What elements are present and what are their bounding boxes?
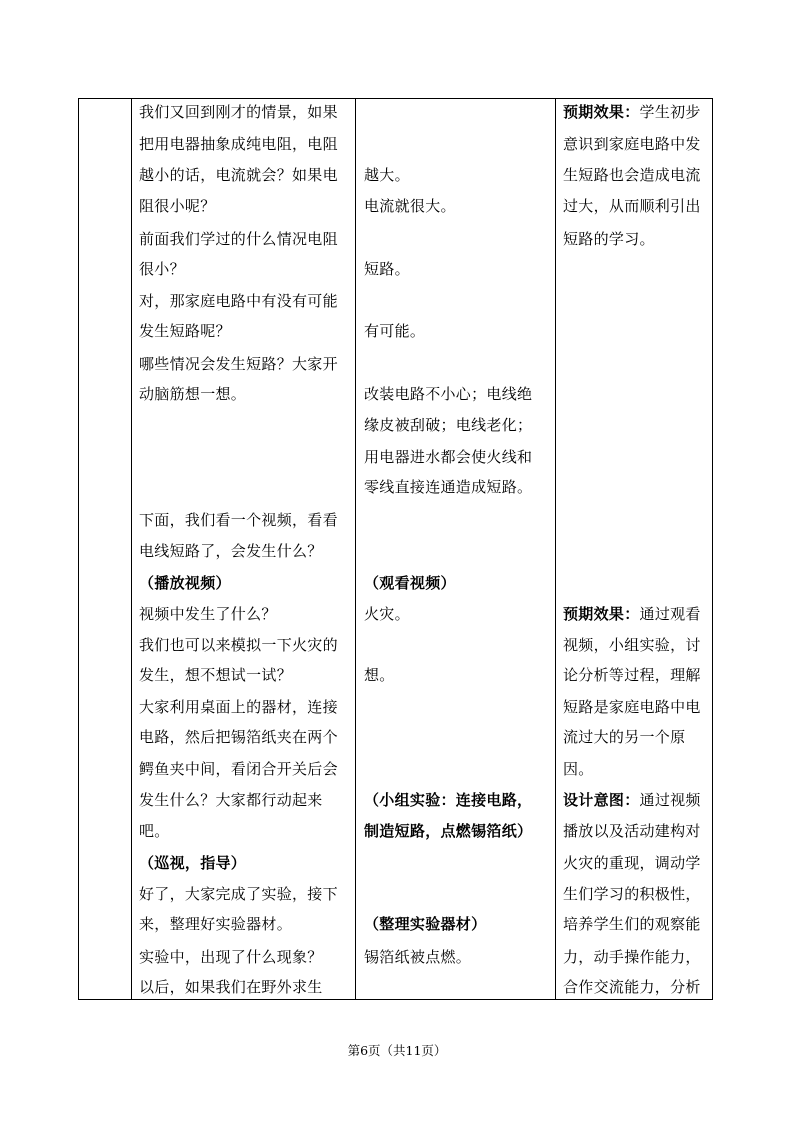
design-note-line — [563, 727, 685, 747]
note-text: 通过视频 — [639, 791, 701, 809]
teacher-line: 发生什么？大家都行动起来 — [139, 791, 323, 809]
note-label: 预期效果： — [563, 103, 640, 121]
teacher-line: （巡视，指导） — [139, 854, 247, 872]
note-text: 短路的学习。 — [563, 230, 655, 248]
design-note-line — [563, 665, 701, 685]
student-line: 越大。 — [364, 166, 410, 184]
design-note-line — [563, 759, 594, 779]
teacher-line: 我们又回到刚才的情景，如果 — [139, 103, 338, 121]
column-divider — [131, 99, 132, 999]
design-note-line — [563, 102, 701, 122]
teacher-line: 视频中发生了什么？ — [139, 605, 277, 623]
note-text: 通过观看 — [639, 605, 701, 623]
teacher-line: 下面，我们看一个视频，看看 — [139, 511, 338, 529]
student-line: 电流就很大。 — [364, 197, 456, 215]
student-line: （小组实验：连接电路， — [364, 791, 533, 809]
student-line: 火灾。 — [364, 605, 410, 623]
design-note-line — [563, 134, 701, 154]
teacher-line: 来，整理好实验器材。 — [139, 915, 293, 933]
teacher-line: 很小？ — [139, 260, 185, 278]
design-note-line — [563, 884, 701, 904]
student-line: （观看视频） — [364, 574, 456, 592]
note-text: 流过大的另一个原 — [563, 728, 686, 746]
column-divider — [355, 99, 356, 999]
student-line: （整理实验器材） — [364, 915, 487, 933]
note-label: 设计意图： — [563, 791, 640, 809]
student-line: 缘皮被刮破；电线老化； — [364, 416, 533, 434]
teacher-line: 好了，大家完成了实验，接下 — [139, 885, 338, 903]
student-line: 锡箔纸被点燃。 — [364, 948, 472, 966]
design-note-line — [563, 947, 701, 967]
student-line: 制造短路，点燃锡箔纸） — [364, 822, 533, 840]
teacher-line: 动脑筋想一想。 — [139, 385, 247, 403]
design-note-line — [563, 165, 701, 185]
note-text: 合作交流能力，分析 — [563, 978, 701, 996]
teacher-line: 电线短路了，会发生什么？ — [139, 542, 323, 560]
note-text: 过大，从而顺利引出 — [563, 197, 701, 215]
design-note-line — [563, 821, 701, 841]
note-text: 力，动手操作能力， — [563, 948, 701, 966]
teacher-line: 前面我们学过的什么情况电阻 — [139, 230, 338, 248]
student-line: 想。 — [364, 666, 395, 684]
note-text: 视频，小组实验，讨 — [563, 636, 701, 654]
student-line: 零线直接连通造成短路。 — [364, 478, 533, 496]
teacher-line: 越小的话，电流就会？如果电 — [139, 166, 338, 184]
teacher-line: 把用电器抽象成纯电阻，电阻 — [139, 135, 338, 153]
note-text: 因。 — [563, 760, 594, 778]
teacher-line: 鳄鱼夹中间，看闭合开关后会 — [139, 760, 338, 778]
note-text: 播放以及活动建构对 — [563, 822, 701, 840]
note-text: 培养学生们的观察能 — [563, 915, 701, 933]
note-label: 预期效果： — [563, 605, 640, 623]
teacher-line: 大家利用桌面上的器材，连接 — [139, 698, 338, 716]
note-text: 短路是家庭电路中电 — [563, 698, 701, 716]
teacher-line: 发生，想不想试一试？ — [139, 666, 293, 684]
note-text: 学生初步 — [639, 103, 701, 121]
teacher-line: 对，那家庭电路中有没有可能 — [139, 292, 338, 310]
note-text: 论分析等过程，理解 — [563, 666, 701, 684]
student-line: 用电器进水都会使火线和 — [364, 448, 533, 466]
design-note-line — [563, 853, 701, 873]
design-note-line — [563, 914, 701, 934]
teacher-line: 实验中，出现了什么现象？ — [139, 948, 323, 966]
note-text: 火灾的重现，调动学 — [563, 854, 701, 872]
teacher-line: 我们也可以来模拟一下火灾的 — [139, 636, 338, 654]
design-note-line — [563, 229, 655, 249]
design-note-line — [563, 635, 701, 655]
design-note-line — [563, 196, 701, 216]
student-line: 短路。 — [364, 260, 410, 278]
lesson-table — [78, 98, 713, 1000]
page-footer: 第6页（共11页） — [347, 1043, 447, 1058]
teacher-line: （播放视频） — [139, 574, 231, 592]
note-text: 生们学习的积极性， — [563, 885, 701, 903]
teacher-line: 以后，如果我们在野外求生 — [139, 978, 323, 996]
design-note-line — [563, 790, 701, 810]
student-line: 有可能。 — [364, 322, 426, 340]
design-note-line — [563, 604, 701, 624]
note-text: 生短路也会造成电流 — [563, 166, 701, 184]
column-divider — [555, 99, 556, 999]
student-line: 改装电路不小心；电线绝 — [364, 385, 533, 403]
teacher-line: 阻很小呢？ — [139, 197, 216, 215]
design-note-line — [563, 697, 701, 717]
teacher-line: 哪些情况会发生短路？大家开 — [139, 355, 338, 373]
note-text: 意识到家庭电路中发 — [563, 135, 701, 153]
teacher-line: 发生短路呢？ — [139, 322, 231, 340]
teacher-line: 电路，然后把锡箔纸夹在两个 — [139, 728, 338, 746]
teacher-line: 吧。 — [139, 822, 170, 840]
design-note-line — [563, 977, 701, 997]
